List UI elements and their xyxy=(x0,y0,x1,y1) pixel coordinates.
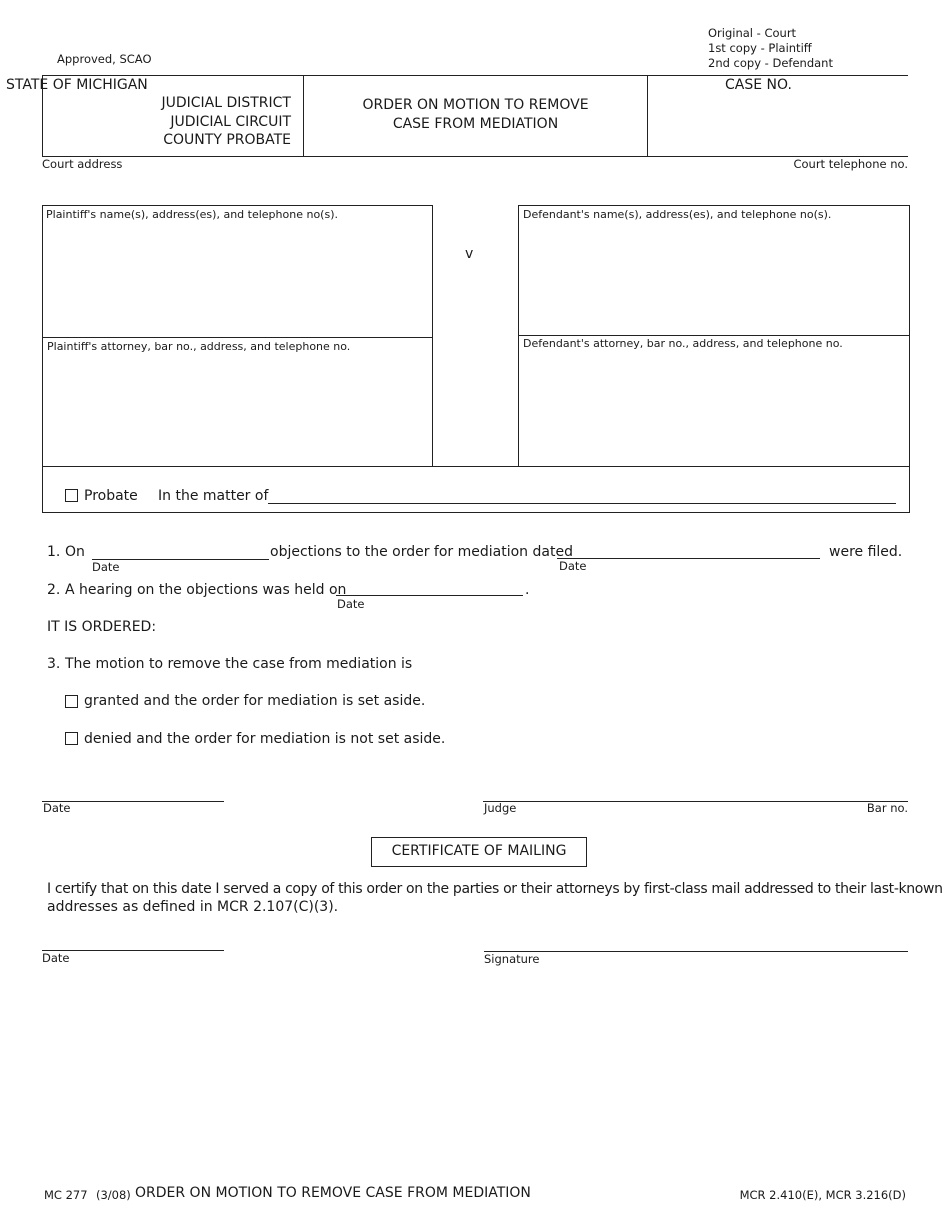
plaintiff-box-divider xyxy=(42,337,433,338)
in-the-matter-of-label: In the matter of xyxy=(158,488,269,504)
court-box-divider-2 xyxy=(647,75,648,156)
footer-court-rules: MCR 2.410(E), MCR 3.216(D) xyxy=(739,1188,906,1202)
footer-revision: (3/08) xyxy=(96,1188,131,1202)
form-title-line2: CASE FROM MEDIATION xyxy=(392,116,559,132)
in-the-matter-of-field[interactable] xyxy=(268,486,896,504)
item1-on-label: On xyxy=(65,544,85,560)
judicial-circuit-label: JUDICIAL CIRCUIT xyxy=(170,114,291,130)
judicial-district-label: JUDICIAL DISTRICT xyxy=(161,95,291,111)
court-telephone-label: Court telephone no. xyxy=(793,157,908,171)
copy-original: Original - Court xyxy=(708,26,797,40)
item1-mediation-date-field[interactable] xyxy=(557,543,820,559)
item1-number: 1. xyxy=(47,544,61,560)
state-label: STATE OF MICHIGAN xyxy=(6,77,148,93)
case-no-field[interactable] xyxy=(660,96,900,150)
footer-form-number: MC 277 xyxy=(44,1188,88,1202)
copy-plaintiff: 1st copy - Plaintiff xyxy=(708,41,812,55)
footer-title: ORDER ON MOTION TO REMOVE CASE FROM MEDIATION xyxy=(135,1185,531,1201)
plaintiff-attorney-label: Plaintiff's attorney, bar no., address, and telephone no. xyxy=(47,340,351,353)
item1-mediation-date-caption: Date xyxy=(559,559,587,573)
defendant-box-divider xyxy=(518,335,910,336)
certificate-date-caption: Date xyxy=(42,951,70,965)
copy-defendant: 2nd copy - Defendant xyxy=(708,56,833,70)
case-no-label: CASE NO. xyxy=(725,77,792,93)
item2-date-caption: Date xyxy=(337,597,365,611)
granted-checkbox[interactable] xyxy=(65,695,78,708)
judge-caption: Judge xyxy=(484,801,517,815)
item1-date-caption: Date xyxy=(92,560,120,574)
certificate-text-line1: I certify that on this date I served a copy of this order on the parties or their attorneys by first-class mail addressed to their last-known xyxy=(47,881,943,897)
certificate-signature-caption: Signature xyxy=(484,952,540,966)
order-date-caption: Date xyxy=(43,801,71,815)
court-address-label: Court address xyxy=(42,157,123,171)
approved-label: Approved, SCAO xyxy=(57,52,152,66)
plaintiff-box[interactable] xyxy=(42,205,433,467)
item2-end: . xyxy=(525,582,530,598)
item2-hearing-date-field[interactable] xyxy=(336,580,523,596)
item1-mid-text: objections to the order for mediation dated xyxy=(270,544,573,560)
probate-label: Probate xyxy=(84,488,138,504)
form-title-line1: ORDER ON MOTION TO REMOVE xyxy=(362,97,589,113)
plaintiff-name-label: Plaintiff's name(s), address(es), and telephone no(s). xyxy=(46,208,338,221)
item3-number: 3. xyxy=(47,656,61,672)
probate-checkbox[interactable] xyxy=(65,489,78,502)
defendant-attorney-label: Defendant's attorney, bar no., address, and telephone no. xyxy=(523,337,843,350)
denied-checkbox[interactable] xyxy=(65,732,78,745)
item1-date-field[interactable] xyxy=(92,543,269,560)
defendant-name-label: Defendant's name(s), address(es), and telephone no(s). xyxy=(523,208,832,221)
top-rule xyxy=(42,75,908,76)
certificate-text-line2: addresses as defined in MCR 2.107(C)(3). xyxy=(47,899,339,915)
denied-label: denied and the order for mediation is not set aside. xyxy=(84,731,446,747)
county-probate-label: COUNTY PROBATE xyxy=(163,132,291,148)
item2-text: A hearing on the objections was held on xyxy=(65,582,347,598)
versus-label: v xyxy=(465,246,474,262)
item3-text: The motion to remove the case from mediation is xyxy=(65,656,413,672)
bar-no-caption: Bar no. xyxy=(866,801,908,815)
item2-number: 2. xyxy=(47,582,61,598)
it-is-ordered-label: IT IS ORDERED: xyxy=(47,619,157,635)
defendant-box[interactable] xyxy=(518,205,910,467)
certificate-signature-line[interactable] xyxy=(484,951,908,952)
certificate-heading: CERTIFICATE OF MAILING xyxy=(371,837,587,867)
granted-label: granted and the order for mediation is set aside. xyxy=(84,693,426,709)
item1-end-text: were filed. xyxy=(829,544,903,560)
